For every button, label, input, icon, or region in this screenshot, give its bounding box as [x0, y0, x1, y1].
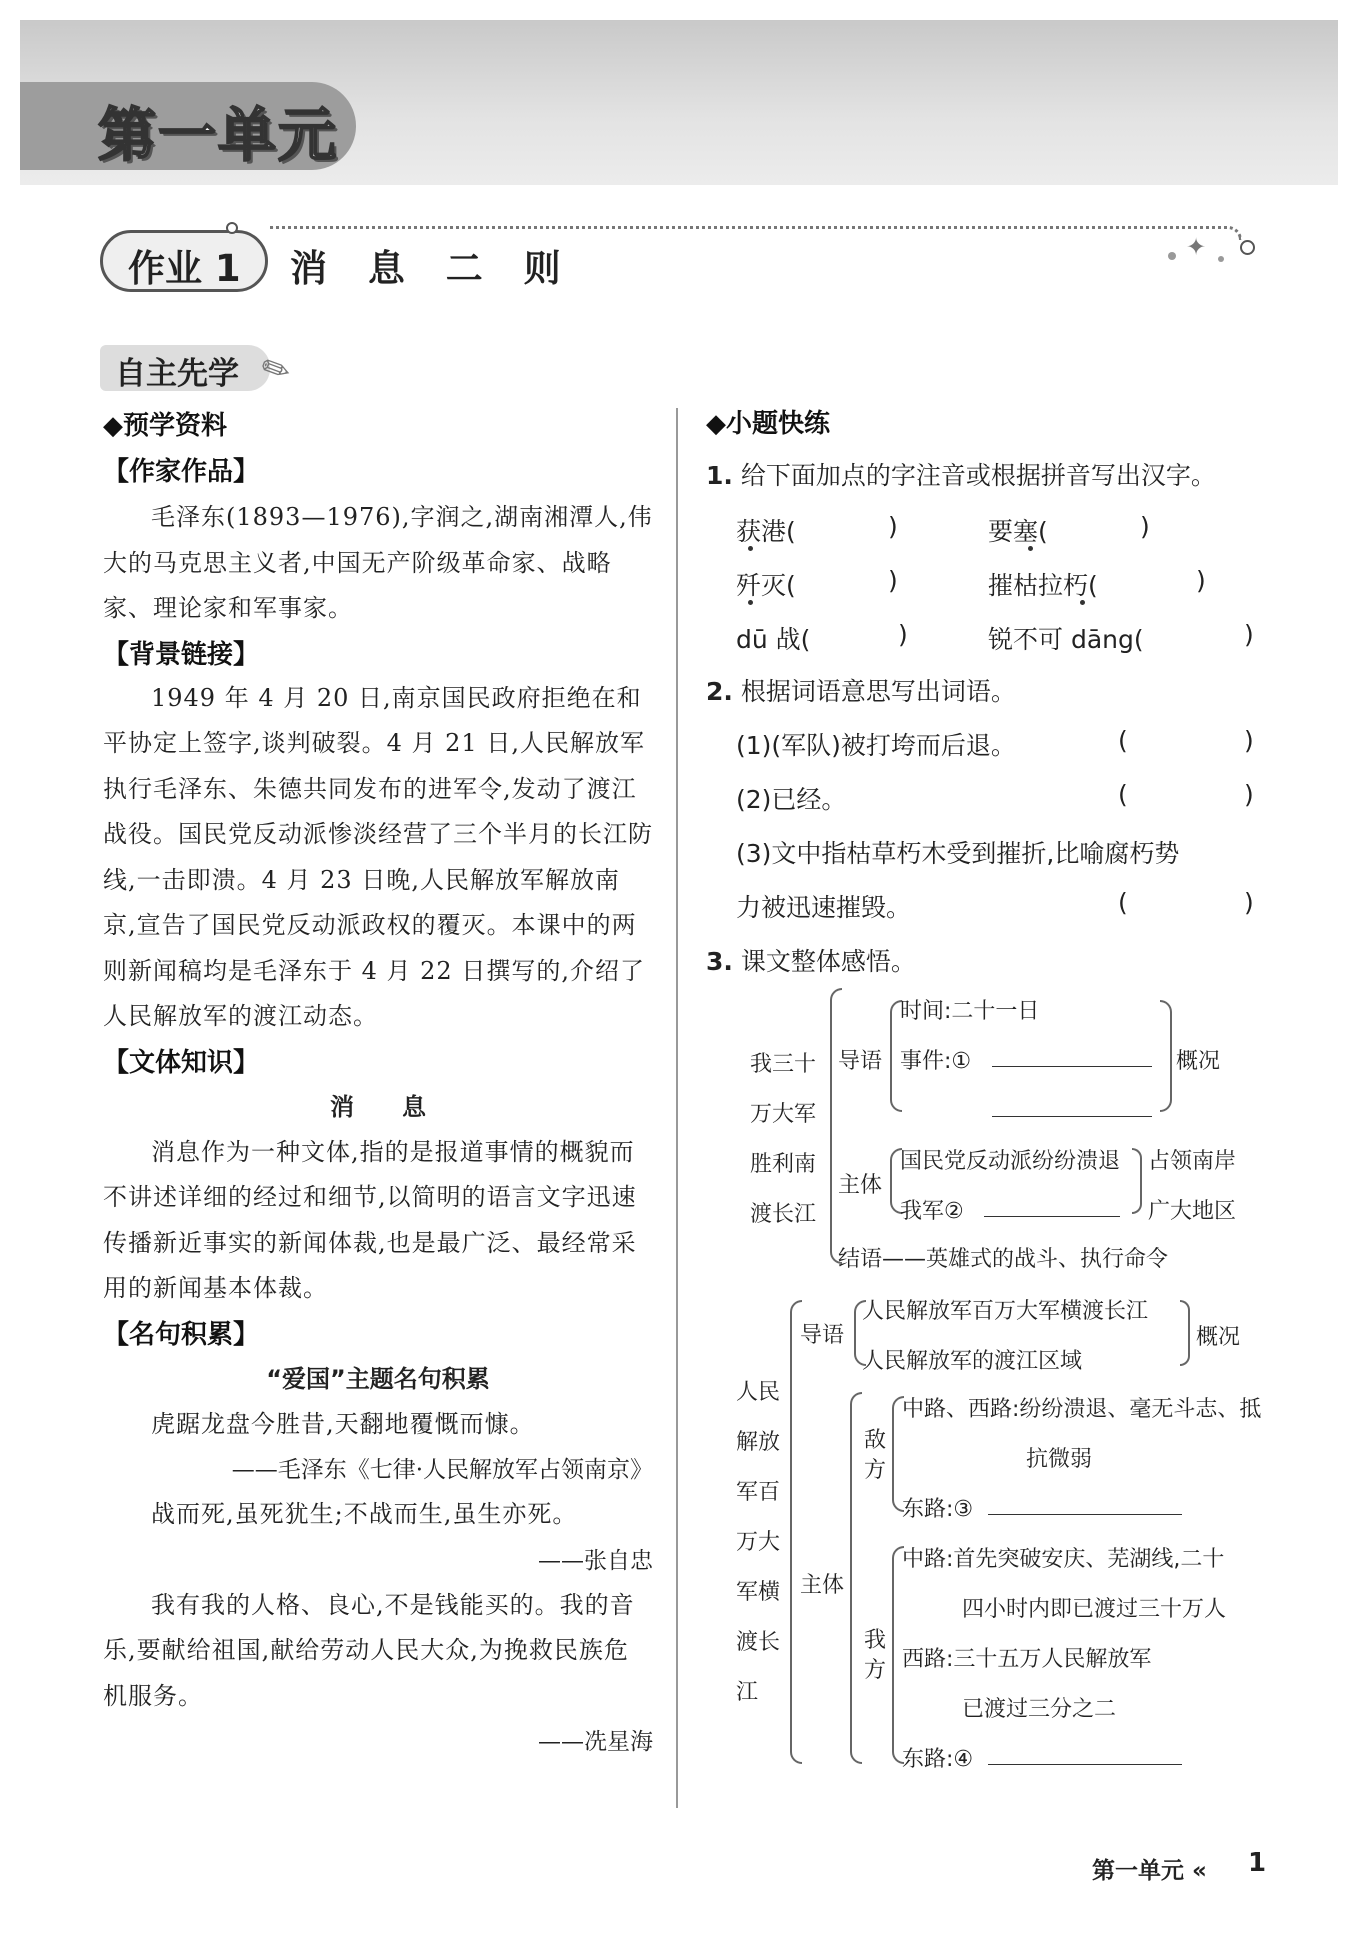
q1-close: )	[1244, 620, 1254, 649]
tree1-zhanling: 占领南岸	[1148, 1149, 1237, 1174]
q1-item: 获港(	[736, 517, 796, 546]
question-3	[706, 942, 1266, 978]
preview-heading: ◆预学资料	[103, 411, 227, 441]
emphasis-dot	[1028, 546, 1033, 551]
background-text: 1949 年 4 月 20 日,南京国民政府拒绝在和平协定上签字,谈判破裂。4 月 21 日,人民解放军执行毛泽东、朱德共同发布的进军令,发动了渡江战役。国民党反动派惨淡经营了三个半月的长江防线,一击即溃。4 月 23 日晚,人民解放军解放南京,宣告了国民党反动派政权的覆灭。本课中的两则新闻稿均是毛泽东于 4 月 22 日撰写的,介绍了人民解放军的渡江动态。	[103, 683, 653, 1030]
blank-1a[interactable]	[992, 1066, 1152, 1067]
tree2-zhuti: 主体	[800, 1573, 845, 1598]
tree2-w2b: 已渡过三分之二	[962, 1697, 1117, 1722]
tree2-brace	[790, 1300, 802, 1764]
blank-1b[interactable]	[992, 1116, 1152, 1117]
tree2-w2: 西路:三十五万人民解放军	[902, 1647, 1152, 1672]
tree2-root: 人民 解放 军百 万大 军横 渡长 江	[736, 1380, 781, 1705]
practice-heading: ◆小题快练	[706, 409, 830, 439]
q1-item: 锐不可 dāng(	[988, 625, 1144, 654]
tree2-e1: 中路、西路:纷纷溃退、毫无斗志、抵	[902, 1397, 1262, 1422]
emphasis-dot	[748, 546, 753, 551]
question-number: 2.	[706, 677, 733, 706]
tree2-e1b: 抗微弱	[1026, 1447, 1093, 1472]
genre-title: 消 息	[330, 1092, 426, 1121]
tree1-daoyu: 导语	[838, 1049, 883, 1074]
author-text: 毛泽东(1893—1976),字润之,湖南湘潭人,伟大的马克思主义者,中国无产阶级革命家、战略家、理论家和军事家。	[103, 503, 653, 622]
q1-item: 歼灭(	[736, 571, 796, 600]
badge-dot	[226, 222, 238, 234]
tree2-e2: 东路:③	[902, 1497, 974, 1522]
q1-close: )	[1140, 512, 1150, 541]
unit-title: 第一单元	[98, 101, 339, 169]
q2-paren-close: )	[1244, 726, 1254, 755]
author-heading: 【作家作品】	[103, 457, 260, 487]
tree2-gaikuang: 概况	[1196, 1325, 1241, 1350]
q2-item-1: (1)(军队)被打垮而后退。	[736, 731, 1016, 760]
footer-unit-label: 第一单元 «	[1092, 1858, 1207, 1884]
q1-item: 要塞(	[988, 517, 1048, 546]
tree2-d2: 人民解放军的渡江区域	[862, 1349, 1083, 1374]
tree2-gaikuang-brace	[1180, 1300, 1190, 1366]
section-tag-label: 自主先学	[115, 356, 239, 392]
dot-decoration	[1168, 252, 1176, 260]
q2-item-3-cont: 力被迅速摧毁。	[736, 893, 912, 922]
quote-3: 我有我的人格、良心,不是钱能买的。我的音乐,要献给祖国,献给劳动人民大众,为挽救民族危机服务。	[103, 1590, 635, 1710]
blank-4[interactable]	[988, 1764, 1182, 1765]
tree1-zhuti: 主体	[838, 1173, 883, 1198]
tree1-kmt: 国民党反动派纷纷溃退	[900, 1149, 1121, 1174]
gaikuang-brace	[1160, 1000, 1172, 1112]
lesson-title: 消 息 二 则	[290, 247, 575, 290]
dot-decoration	[1218, 256, 1224, 262]
question-number: 1.	[706, 461, 733, 490]
q2-paren-close: )	[1244, 780, 1254, 809]
q1-close: )	[898, 620, 908, 649]
tree2-d1: 人民解放军百万大军横渡长江	[862, 1299, 1149, 1324]
tree2-wofang: 我 方	[864, 1628, 887, 1683]
question-text: 根据词语意思写出词语。	[740, 677, 1016, 706]
title-end-circle	[1240, 240, 1255, 255]
q1-close: )	[1196, 566, 1206, 595]
background-heading: 【背景链接】	[103, 639, 260, 670]
zhanling-brace	[1132, 1148, 1142, 1214]
genre-heading: 【文体知识】	[103, 1047, 260, 1078]
quote-2: 战而死,虽死犹生;不战而生,虽生亦死。	[151, 1500, 578, 1528]
q2-item-2: (2)已经。	[736, 785, 847, 814]
homework-label: 作业 1	[128, 247, 241, 290]
tree2-w1: 中路:首先突破安庆、芜湖线,二十	[902, 1547, 1225, 1572]
sparkle-icon: ✦	[1186, 233, 1207, 261]
emphasis-dot	[1080, 600, 1085, 605]
quotes-heading: 【名句积累】	[103, 1319, 260, 1350]
quote-3-source: ——冼星海	[538, 1729, 653, 1755]
tree1-gaikuang: 概况	[1176, 1049, 1221, 1074]
blank-3[interactable]	[988, 1514, 1182, 1515]
tree1-time: 时间:二十一日	[900, 999, 1040, 1024]
question-number: 3.	[706, 947, 733, 976]
q1-item: 摧枯拉朽(	[988, 571, 1098, 600]
tree2-w1b: 四小时内即已渡过三十万人	[962, 1597, 1227, 1622]
question-2	[706, 672, 1266, 708]
q1-item: dū 战(	[736, 625, 811, 654]
quote-1-source: ——毛泽东《七律·人民解放军占领南京》	[231, 1457, 653, 1483]
column-divider	[676, 408, 678, 1808]
tree1-jieyu: 结语——英雄式的战斗、执行命令	[838, 1247, 1169, 1272]
tree2-daoyu: 导语	[800, 1323, 845, 1348]
page-number: 1	[1248, 1848, 1267, 1878]
pencil-icon: ✎	[254, 345, 298, 395]
q2-paren-open: (	[1118, 780, 1128, 809]
q2-item-3: (3)文中指枯草朽木受到摧折,比喻腐朽势	[736, 839, 1180, 868]
tree1-guangda: 广大地区	[1148, 1199, 1237, 1224]
tree2-w3: 东路:④	[902, 1747, 974, 1772]
genre-text: 消息作为一种文体,指的是报道事情的概貌而不讲述详细的经过和细节,以简明的语言文字迅速传播新近事实的新闻体裁,也是最广泛、最经常采用的新闻基本体裁。	[103, 1137, 637, 1302]
q1-close: )	[888, 512, 898, 541]
emphasis-dot	[748, 600, 753, 605]
tree1-event: 事件:①	[900, 1049, 972, 1074]
tree2-difang: 敌 方	[864, 1428, 887, 1483]
q2-paren-open: (	[1118, 726, 1128, 755]
question-1	[706, 456, 1266, 492]
quotes-title: “爱国”主题名句积累	[266, 1364, 490, 1393]
blank-2[interactable]	[984, 1216, 1120, 1217]
tree1-ours: 我军②	[900, 1199, 964, 1224]
q1-close: )	[888, 566, 898, 595]
quote-1: 虎踞龙盘今胜昔,天翻地覆慨而慷。	[151, 1409, 535, 1438]
question-text: 课文整体感悟。	[740, 947, 916, 976]
tree1-brace	[830, 988, 842, 1264]
quote-2-source: ——张自忠	[538, 1547, 653, 1574]
tree1-root: 我三十 万大军 胜利南 渡长江	[750, 1052, 817, 1227]
question-text: 给下面加点的字注音或根据拼音写出汉字。	[740, 461, 1216, 490]
tree2-zhuti-brace	[850, 1392, 862, 1764]
q2-paren-open: (	[1118, 888, 1128, 917]
q2-paren-close: )	[1244, 888, 1254, 917]
left-column	[103, 403, 653, 1764]
